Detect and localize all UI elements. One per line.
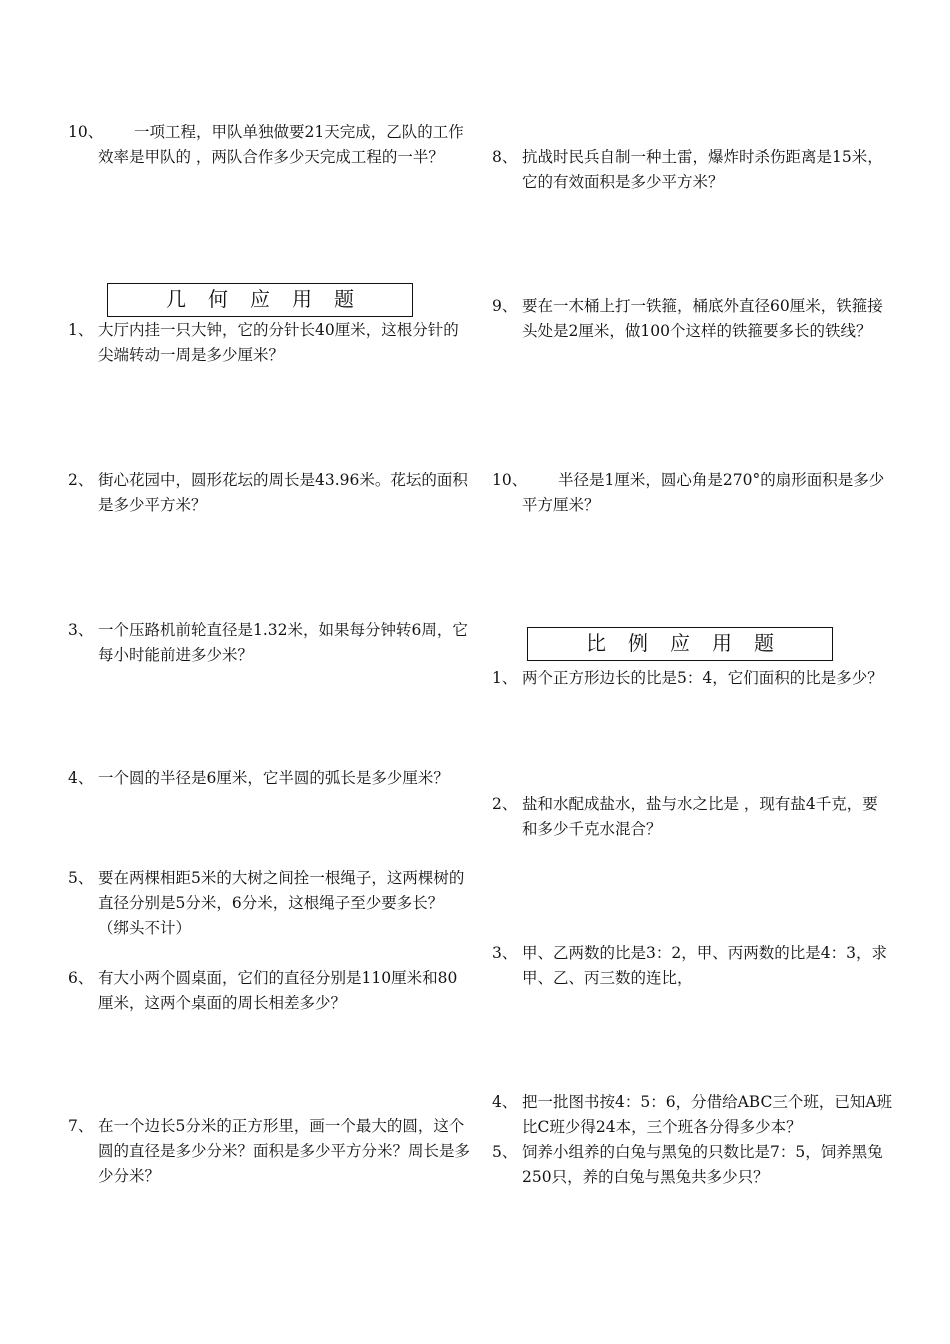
geometry-question-1	[68, 318, 468, 368]
geometry-question-5	[68, 866, 468, 941]
geometry-question-2	[68, 468, 468, 518]
geometry-question-4	[68, 766, 478, 791]
geometry-title-text: 几何应用题	[166, 287, 376, 311]
question-text: 饲养小组养的白兔与黑兔的只数比是7：5，饲养黑兔250只，养的白兔与黑兔共多少只？	[522, 1143, 883, 1186]
question-number: 1、	[492, 669, 518, 687]
question-number: 10、	[492, 471, 528, 489]
question-text: 两个正方形边长的比是5：4，它们面积的比是多少？	[522, 669, 883, 687]
question-number: 6、	[68, 969, 94, 987]
question-number: 5、	[68, 869, 94, 887]
question-text: 要在一木桶上打一铁箍，桶底外直径60厘米，铁箍接头处是2厘米，做100个这样的铁箍要多长的铁线？	[522, 297, 883, 340]
question-text: 一项工程，甲队单独做要21天完成，乙队的工作效率是甲队的 ，两队合作多少天完成工程的一半？	[98, 123, 464, 166]
ratio-question-2	[492, 792, 892, 842]
question-text: 把一批图书按4：5：6，分借给ABC三个班，已知A班比C班少得24本，三个班各分得多少本？	[522, 1093, 893, 1136]
question-text: 一个压路机前轮直径是1.32米，如果每分钟转6周，它每小时能前进多少米？	[98, 621, 468, 664]
question-number: 4、	[492, 1093, 518, 1111]
question-text: 街心花园中，圆形花坛的周长是43.96米。花坛的面积是多少平方米？	[98, 471, 468, 514]
ratio-question-1	[492, 666, 902, 691]
ratio-title-text: 比例应用题	[586, 631, 796, 655]
question-left-10	[68, 120, 468, 170]
question-text: 有大小两个圆桌面，它们的直径分别是110厘米和80厘米，这两个桌面的周长相差多少？	[98, 969, 458, 1012]
question-text: 盐和水配成盐水，盐与水之比是 ，现有盐4千克，要和多少千克水混合？	[522, 795, 878, 838]
question-number: 4、	[68, 769, 94, 787]
question-number: 3、	[68, 621, 94, 639]
question-text: 大厅内挂一只大钟，它的分针长40厘米，这根分针的尖端转动一周是多少厘米？	[98, 321, 459, 364]
question-number: 1、	[68, 321, 94, 339]
geometry-section-title	[107, 283, 413, 317]
ratio-question-5	[492, 1140, 892, 1190]
question-text: 在一个边长5分米的正方形里，画一个最大的圆，这个圆的直径是多少分米？面积是多少平方分米？周长是多少分米？	[98, 1117, 471, 1185]
question-text: 一个圆的半径是6厘米，它半圆的弧长是多少厘米？	[98, 769, 449, 787]
question-text: 半径是1厘米，圆心角是270°的扇形面积是多少平方厘米？	[522, 471, 885, 514]
question-number: 3、	[492, 944, 518, 962]
question-number: 5、	[492, 1143, 518, 1161]
geometry-question-9	[492, 294, 892, 344]
ratio-question-3	[492, 941, 892, 991]
question-number: 9、	[492, 297, 518, 315]
question-number: 10、	[68, 123, 104, 141]
geometry-question-8	[492, 145, 892, 195]
question-number: 7、	[68, 1117, 94, 1135]
geometry-question-10	[492, 468, 892, 518]
question-number: 2、	[68, 471, 94, 489]
geometry-question-3	[68, 618, 468, 668]
geometry-question-7	[68, 1114, 478, 1189]
geometry-question-6	[68, 966, 468, 1016]
ratio-section-title	[527, 627, 833, 661]
question-number: 8、	[492, 148, 518, 166]
question-text: 要在两棵相距5米的大树之间拴一根绳子，这两棵树的直径分别是5分米，6分米，这根绳子至少要多长？（绑头不计）	[98, 869, 465, 937]
question-text: 甲、乙两数的比是3：2，甲、丙两数的比是4：3，求甲、乙、丙三数的连比，	[522, 944, 887, 987]
question-number: 2、	[492, 795, 518, 813]
question-text: 抗战时民兵自制一种土雷，爆炸时杀伤距离是15米，它的有效面积是多少平方米？	[522, 148, 883, 191]
ratio-question-4	[492, 1090, 892, 1140]
